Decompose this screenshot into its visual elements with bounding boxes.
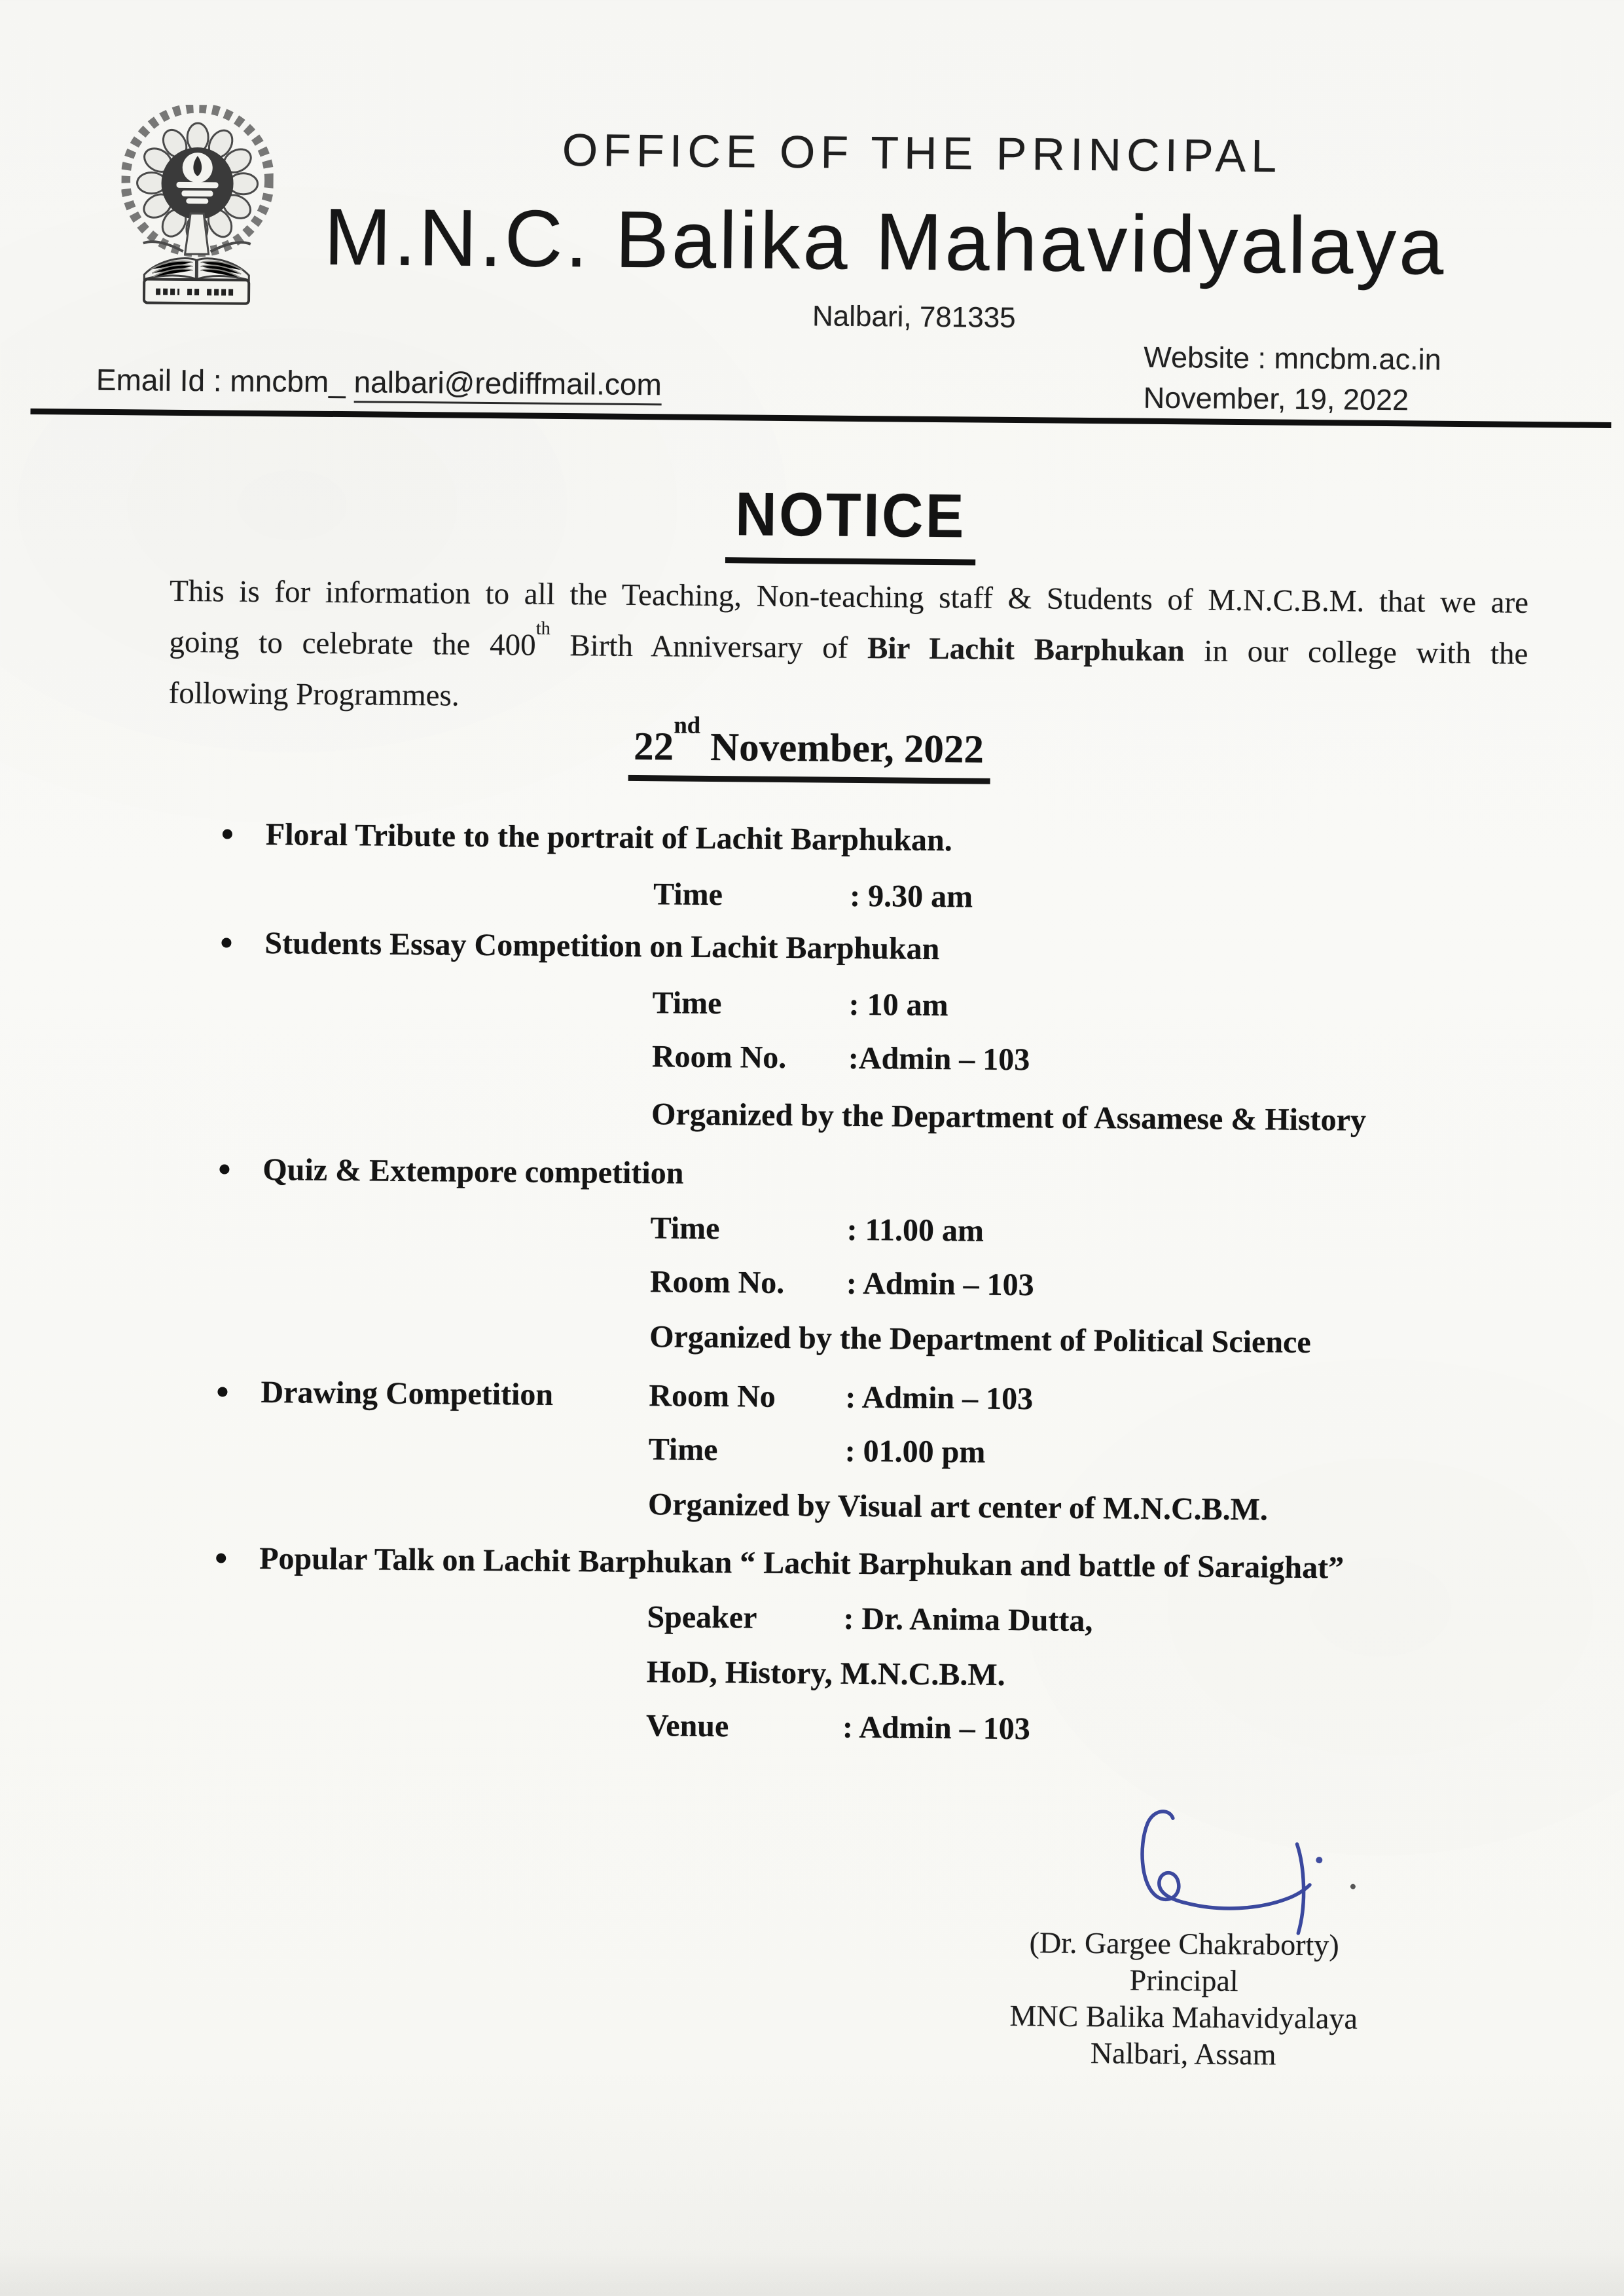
programme-detail-row (0, 1258, 1593, 1313)
programme-detail-row (0, 1204, 1594, 1260)
detail-label: Room No. (651, 1039, 787, 1076)
programme-organizer-row (0, 1313, 1593, 1368)
email-line (96, 362, 662, 403)
organizer-text: Organized by the Department of Political Science (649, 1319, 1311, 1360)
programme-title: Students Essay Competition on Lachit Barphukan (264, 926, 940, 967)
notice-title-wrap (0, 472, 1620, 571)
detail-value: :Admin – 103 (848, 1040, 1030, 1078)
programme-title-row (0, 1538, 1591, 1594)
programme-organizer-row (0, 1480, 1591, 1536)
ordinal-superscript: th (535, 618, 550, 639)
detail-label: Venue (645, 1708, 729, 1744)
detail-label: Time (653, 877, 723, 913)
address-line: Nalbari, 781335 (812, 300, 1016, 335)
intro-line-1: This is for information to all the Teaching, Non-teaching staff & Students of M.N.C.B.M. that we are (169, 574, 1529, 620)
highlight-name: Bir Lachit Barphukan (867, 631, 1185, 668)
intro-line-2: going to celebrate the 400th Birth Anniversary of Bir Lachit Barphukan in our college with the (169, 618, 1528, 671)
detail-label: Time (648, 1432, 718, 1468)
detail-value: : 01.00 pm (844, 1433, 986, 1470)
signature-block (924, 1923, 1443, 2075)
organizer-text: Organized by Visual art center of M.N.C.B.M. (647, 1487, 1269, 1527)
college-name: M.N.C. Balika Mahavidyalaya (323, 192, 1447, 292)
scan-bottom-shade (0, 2250, 1624, 2296)
programme-title-row (0, 1372, 1593, 1427)
detail-value: : 11.00 am (846, 1212, 984, 1248)
signatory-org: MNC Balika Mahavidyalaya (1009, 1999, 1358, 2035)
programme-detail-row (0, 1425, 1592, 1481)
detail-value: : Admin – 103 (845, 1379, 1034, 1417)
detail-value: : Admin – 103 (842, 1709, 1030, 1747)
detail-label: Room No. (649, 1264, 785, 1301)
event-date-heading: 22nd November, 2022 (628, 724, 991, 784)
signature-period (1350, 1884, 1356, 1889)
detail-value: : 9.30 am (849, 878, 973, 915)
detail-value: : 10 am (848, 987, 948, 1023)
header-right-block (1143, 337, 1441, 421)
signature-dot (1316, 1857, 1322, 1863)
programme-detail-row (0, 979, 1596, 1034)
programme-title: Popular Talk on Lachit Barphukan “ Lachit Barphukan and battle of Saraighat” (259, 1541, 1344, 1586)
detail-value: : Admin – 103 (846, 1266, 1034, 1303)
email-address: nalbari@rediffmail.com (353, 365, 662, 405)
programme-title: Quiz & Extempore competition (262, 1152, 684, 1191)
programme-organizer-row (0, 1090, 1595, 1146)
detail-label: Time (652, 985, 722, 1021)
intro-paragraph (168, 566, 1528, 731)
signatory-place: Nalbari, Assam (1090, 2036, 1276, 2071)
speaker-affiliation: HoD, History, M.N.C.B.M. (646, 1654, 1005, 1692)
programme-detail-row (0, 1702, 1589, 1757)
office-line: OFFICE OF THE PRINCIPAL (562, 124, 1282, 182)
detail-label: Time (650, 1211, 720, 1247)
programme-title-row (0, 1149, 1595, 1205)
detail-value: : Dr. Anima Dutta, (843, 1601, 1093, 1639)
bullet-icon (219, 1164, 229, 1174)
bullet-icon (216, 1553, 226, 1563)
notice-title: NOTICE (725, 479, 976, 565)
programme-title: Drawing Competition (261, 1375, 554, 1412)
organizer-text: Organized by the Department of Assamese & History (651, 1097, 1367, 1138)
programme-title: Floral Tribute to the portrait of Lachit Barphukan. (265, 817, 952, 858)
intro-line-3: following Programmes. (168, 676, 460, 713)
ordinal-superscript: nd (674, 711, 701, 738)
programme-title-row (0, 814, 1597, 869)
website-line: Website : mncbm.ac.in (1144, 340, 1441, 376)
detail-label: Speaker (647, 1599, 757, 1635)
programme-detail-row (0, 1593, 1591, 1649)
bullet-icon (221, 938, 231, 947)
programme-detail-row (0, 1648, 1590, 1704)
programme-title-row (0, 922, 1597, 978)
programme-detail-row (0, 1032, 1595, 1088)
signatory-title: Principal (1129, 1963, 1238, 1998)
bullet-icon (217, 1387, 227, 1396)
date-line: November, 19, 2022 (1143, 380, 1409, 417)
bullet-icon (223, 829, 232, 839)
detail-label: Room No (649, 1378, 776, 1414)
signatory-name: (Dr. Gargee Chakraborty) (1029, 1925, 1339, 1962)
email-prefix: Email Id : mncbm_ (96, 362, 354, 399)
programme-detail-row (0, 870, 1597, 926)
